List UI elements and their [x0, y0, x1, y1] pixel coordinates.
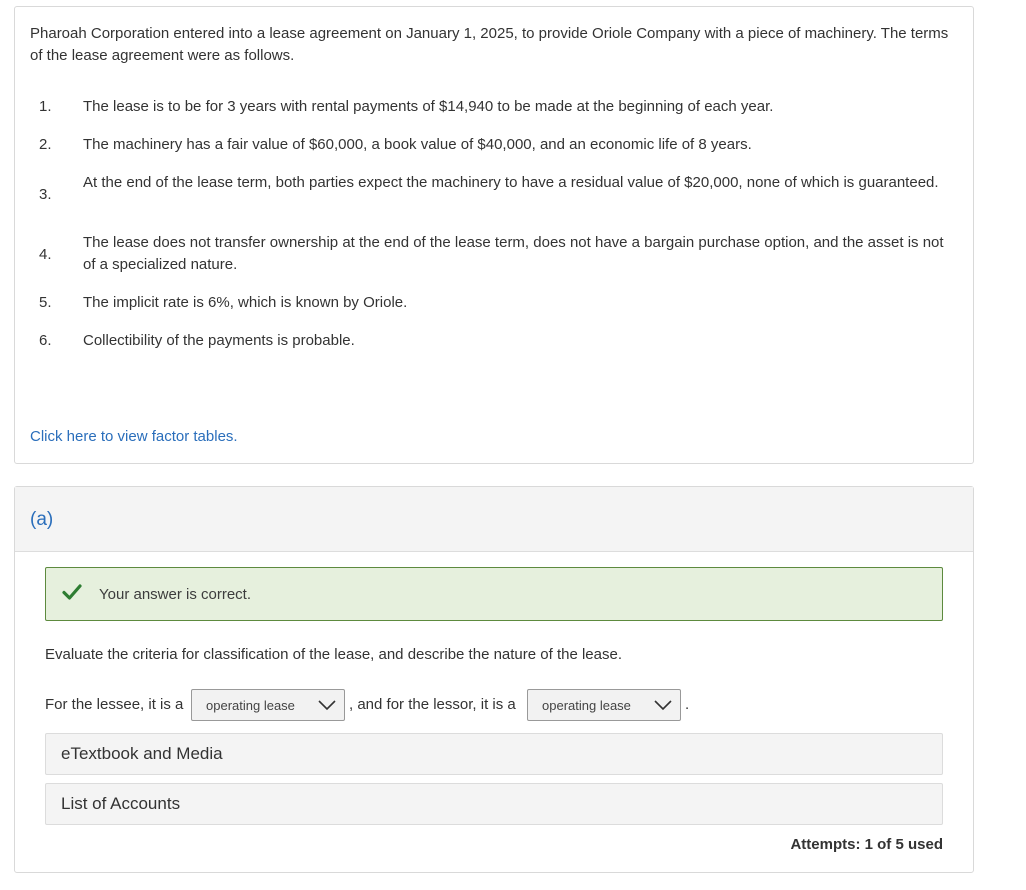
feedback-banner — [45, 567, 943, 621]
term-text: Collectibility of the payments is probable. — [83, 332, 355, 349]
attempts-counter: Attempts: 1 of 5 used — [790, 836, 943, 853]
lessee-classification-select[interactable] — [191, 689, 345, 721]
part-header — [15, 487, 973, 552]
feedback-text: Your answer is correct. — [99, 586, 252, 603]
sentence-period: . — [685, 696, 690, 713]
term-text: The lease is to be for 3 years with rental payments of $14,940 to be made at the beginning of each year. — [83, 98, 774, 115]
term-text: At the end of the lease term, both parties expect the machinery to have a residual value of $20,000, none of which is guaranteed. — [83, 174, 939, 191]
part-a-card — [14, 486, 974, 873]
accordion-label: List of Accounts — [61, 794, 181, 813]
chevron-down-icon — [654, 699, 672, 711]
lessee-prefix: For the lessee, it is a — [45, 696, 184, 713]
term-text: The lease does not transfer ownership at the end of the lease term, does not have a bargain purchase option, and the asset is not of a specialized nature. — [83, 234, 944, 273]
term-number: 3. — [39, 186, 52, 203]
etextbook-media-accordion[interactable] — [45, 733, 943, 775]
term-text: The machinery has a fair value of $60,000, a book value of $40,000, and an economic life of 8 years. — [83, 136, 752, 153]
term-number: 2. — [39, 136, 52, 153]
problem-intro: Pharoah Corporation entered into a lease agreement on January 1, 2025, to provide Oriole Company with a piece of machinery. The terms of the lease agreement were as follows. — [30, 25, 949, 64]
part-label: (a) — [30, 509, 54, 530]
lessor-prefix: , and for the lessor, it is a — [349, 696, 516, 713]
question-instruction: Evaluate the criteria for classification of the lease, and describe the nature of the lease. — [45, 646, 623, 663]
term-number: 1. — [39, 98, 52, 115]
check-icon — [62, 583, 82, 601]
term-number: 5. — [39, 294, 52, 311]
factor-tables-link[interactable]: Click here to view factor tables. — [30, 428, 238, 445]
term-text: The implicit rate is 6%, which is known by Oriole. — [83, 294, 408, 311]
list-of-accounts-accordion[interactable] — [45, 783, 943, 825]
select-value: operating lease — [542, 698, 631, 713]
term-number: 4. — [39, 246, 52, 263]
lessor-classification-select[interactable] — [527, 689, 681, 721]
accordion-label: eTextbook and Media — [61, 744, 223, 763]
term-number: 6. — [39, 332, 52, 349]
chevron-down-icon — [318, 699, 336, 711]
select-value: operating lease — [206, 698, 295, 713]
answer-sentence — [45, 689, 745, 721]
problem-card — [14, 6, 974, 464]
